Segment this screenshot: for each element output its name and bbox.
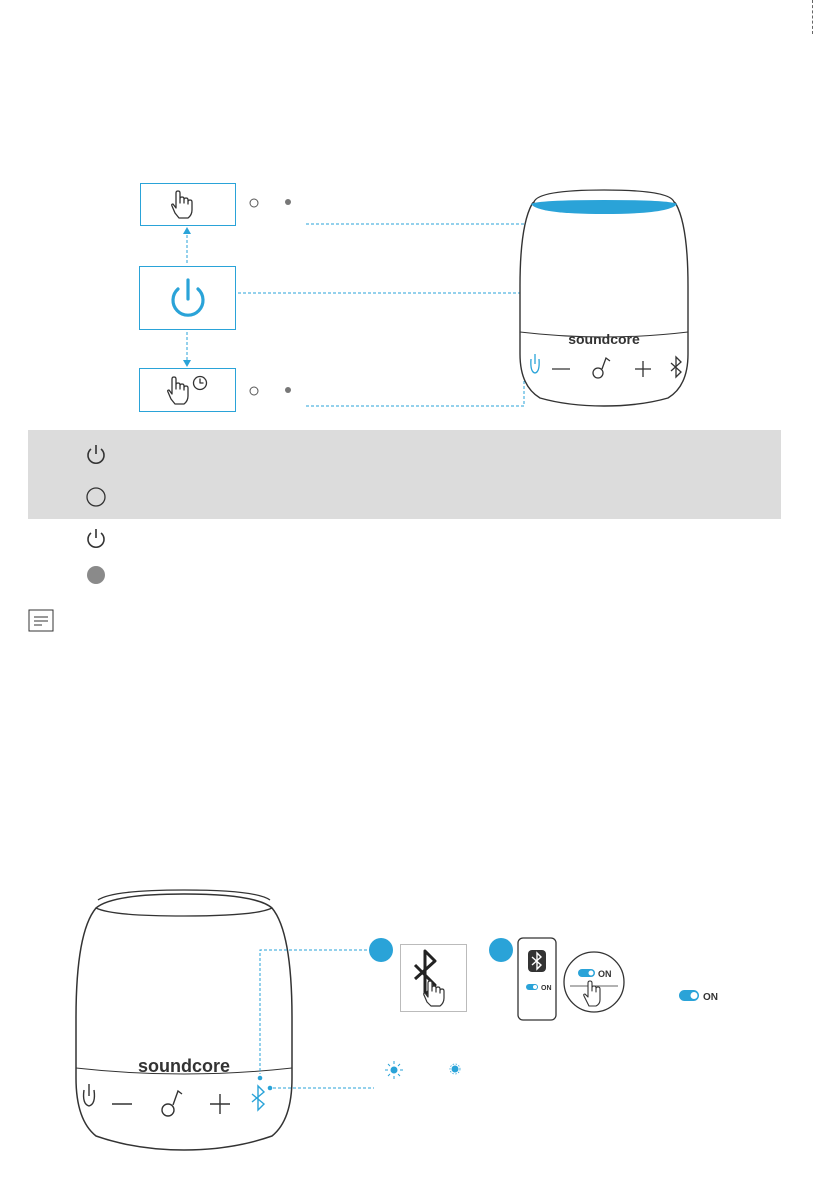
phone-toggle-label: ON — [541, 985, 552, 992]
page-edge-dashed-line — [812, 0, 813, 34]
press-hand-icon — [141, 184, 235, 225]
phone-bluetooth-settings — [514, 934, 634, 1024]
bluetooth-press-icon — [401, 945, 466, 1011]
hollow-circle-icon — [84, 485, 108, 509]
bluetooth-press-box — [400, 944, 467, 1012]
connector-lines — [230, 200, 530, 430]
blinking-light-icon — [385, 1061, 403, 1079]
step-2-badge — [488, 937, 514, 963]
power-outline-icon — [84, 527, 108, 551]
gray-filled-circle-icon — [84, 563, 108, 587]
speaker-logo: soundcore — [568, 331, 640, 347]
speaker-logo: soundcore — [137, 1056, 231, 1076]
flow-arrows — [178, 224, 198, 384]
standalone-toggle-label: ON — [703, 992, 718, 1003]
bluetooth-status-lights — [384, 1060, 464, 1080]
speaker-illustration-top — [518, 186, 698, 410]
popup-toggle-label: ON — [598, 969, 612, 979]
bluetooth-on-toggle — [678, 988, 738, 1004]
press-box — [140, 183, 236, 226]
legend-band — [28, 430, 781, 519]
note-icon — [28, 609, 54, 633]
step-1-badge — [368, 937, 394, 963]
power-outline-icon — [84, 443, 108, 467]
solid-light-icon — [450, 1064, 460, 1074]
bt-connector-lines — [254, 944, 384, 1104]
